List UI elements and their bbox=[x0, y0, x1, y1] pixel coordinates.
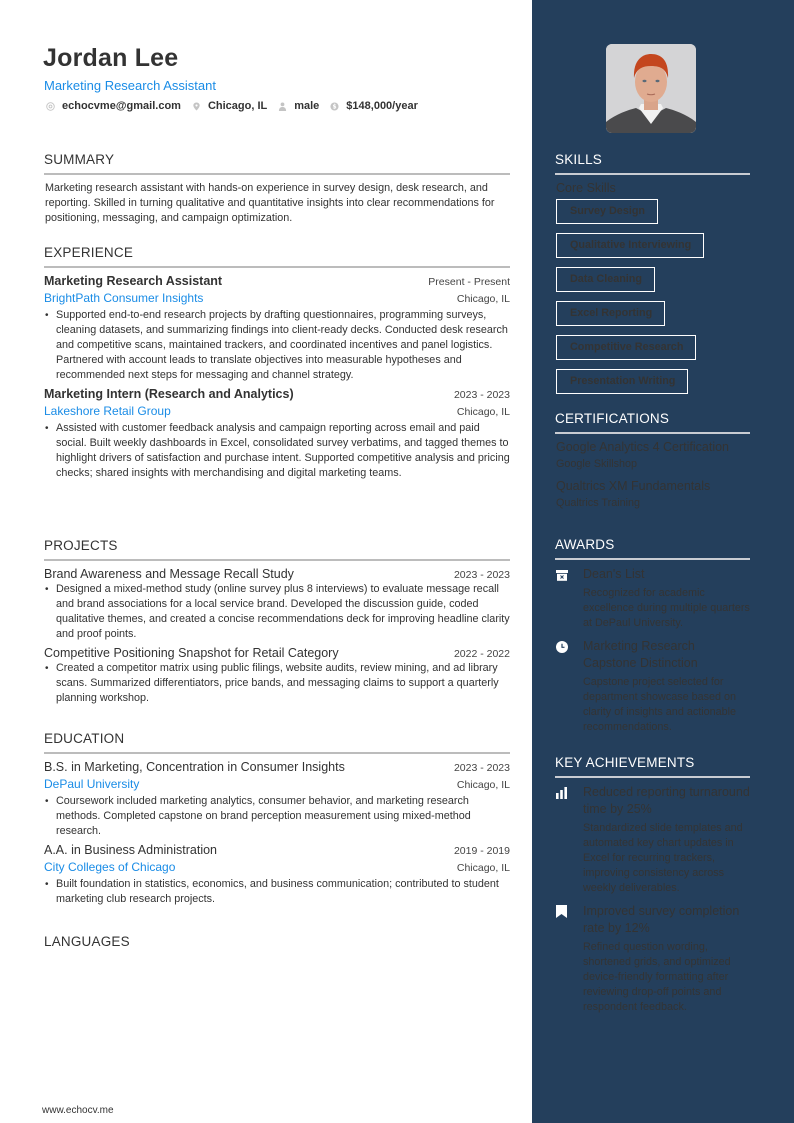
project-dates: 2022 - 2022 bbox=[453, 648, 510, 660]
portrait-image bbox=[606, 44, 696, 133]
salary-text: $148,000/year bbox=[346, 100, 418, 112]
achievement-item bbox=[555, 903, 750, 1015]
project-entry bbox=[44, 567, 510, 642]
project-bullet: • Created a competitor matrix using public filings, website audits, review mining, and ad library scans. Summarized differentiators, price bands, and messaging claims to support a quarterly planning workshop. bbox=[44, 661, 510, 706]
job-location: Chicago, IL bbox=[456, 406, 510, 418]
summary-text: Marketing research assistant with hands-on experience in survey design, desk research, and reporting. Skilled in turning qualitative and quantitative insights into clear recommendations for positioning, messaging, and campaign optimization. bbox=[45, 182, 495, 224]
job-dates: 2023 - 2023 bbox=[453, 389, 510, 401]
awards-heading: AWARDS bbox=[555, 537, 750, 560]
summary-heading: SUMMARY bbox=[44, 152, 510, 175]
job-bullet: • Supported end-to-end research projects by drafting questionnaires, programming surveys, cleaning datasets, and summarizing findings into client-ready decks. Conducted desk research and competitive scans, maintained trackers, and coordinated incentives and panel logistics. Partnered with account leads to translate objectives into measurable hypotheses and recommended next steps for messaging and channel strategy. bbox=[44, 308, 510, 383]
award-title: Dean's List bbox=[583, 567, 645, 581]
education-entry bbox=[44, 843, 510, 907]
project-entry bbox=[44, 646, 510, 706]
candidate-name: Jordan Lee bbox=[43, 44, 179, 72]
education-section bbox=[44, 731, 510, 911]
salary-icon bbox=[330, 102, 339, 111]
bar-chart-icon bbox=[556, 787, 568, 799]
award-description: Recognized for academic excellence during multiple quarters at DePaul University. bbox=[583, 587, 750, 629]
award-description: Capstone project selected for department showcase based on clarity of insights and actionable recommendations. bbox=[583, 676, 737, 733]
skill-chip: Presentation Writing bbox=[556, 369, 688, 394]
contact-email[interactable] bbox=[46, 100, 181, 112]
job-dates: Present - Present bbox=[428, 276, 510, 288]
languages-heading: LANGUAGES bbox=[44, 934, 130, 949]
award-item bbox=[555, 566, 750, 631]
location-pin-icon bbox=[192, 102, 201, 111]
skills-heading: SKILLS bbox=[555, 152, 750, 175]
skill-chip: Competitive Research bbox=[556, 335, 696, 360]
education-dates: 2019 - 2019 bbox=[453, 845, 510, 857]
education-heading: EDUCATION bbox=[44, 731, 510, 754]
candidate-title: Marketing Research Assistant bbox=[44, 78, 216, 93]
svg-text:$: $ bbox=[332, 104, 337, 111]
skills-section bbox=[555, 152, 750, 403]
award-title: Marketing Research Capstone Distinction bbox=[583, 639, 698, 670]
skill-chip: Excel Reporting bbox=[556, 301, 665, 326]
job-location: Chicago, IL bbox=[456, 293, 510, 305]
location-text: Chicago, IL bbox=[207, 100, 268, 112]
at-icon bbox=[46, 102, 55, 111]
company-name[interactable]: Lakeshore Retail Group bbox=[44, 404, 171, 418]
summary-section bbox=[44, 152, 510, 226]
email-text: echocvme@gmail.com bbox=[62, 100, 181, 112]
school-name[interactable]: City Colleges of Chicago bbox=[44, 860, 176, 874]
certification-issuer: Qualtrics Training bbox=[556, 497, 641, 509]
school-name[interactable]: DePaul University bbox=[44, 777, 140, 791]
certifications-heading: CERTIFICATIONS bbox=[555, 411, 750, 434]
profile-photo bbox=[606, 44, 696, 133]
education-bullet: • Built foundation in statistics, economics, and business communication; contributed to student marketing club research projects. bbox=[44, 877, 510, 907]
job-bullet: • Assisted with customer feedback analysis and campaign reporting across email and paid social. Built weekly dashboards in Excel, consolidated survey verbatims, and tagged themes to highlight drivers of satisfaction and purchase intent. Supported competitive analysis and pricing checks; shared insights with merchandising and digital marketing teams. bbox=[44, 421, 510, 481]
certifications-section bbox=[555, 411, 750, 518]
education-bullet: • Coursework included marketing analytics, consumer behavior, and marketing research methods. Completed capstone on brand perception measurement using mixed-method research. bbox=[44, 794, 510, 839]
school-location: Chicago, IL bbox=[456, 779, 510, 791]
project-name: Brand Awareness and Message Recall Study bbox=[44, 567, 294, 581]
skill-chip: Qualitative Interviewing bbox=[556, 233, 704, 258]
school-location: Chicago, IL bbox=[456, 862, 510, 874]
achievement-item bbox=[555, 784, 750, 896]
bookmark-icon bbox=[556, 905, 567, 918]
job-title: Marketing Intern (Research and Analytics) bbox=[44, 387, 294, 401]
footer-website[interactable]: www.echocv.me bbox=[42, 1105, 114, 1116]
contact-salary bbox=[330, 100, 418, 112]
company-name[interactable]: BrightPath Consumer Insights bbox=[44, 291, 204, 305]
awards-section bbox=[555, 537, 750, 742]
certification-name: Qualtrics XM Fundamentals bbox=[556, 479, 711, 493]
archive-box-icon bbox=[556, 570, 568, 581]
degree-name: A.A. in Business Administration bbox=[44, 843, 217, 857]
projects-heading: PROJECTS bbox=[44, 538, 510, 561]
experience-section bbox=[44, 245, 510, 485]
experience-entry bbox=[44, 387, 510, 481]
certification-issuer: Google Skillshop bbox=[556, 458, 638, 470]
skill-chip: Data Cleaning bbox=[556, 267, 655, 292]
projects-section bbox=[44, 538, 510, 710]
key-achievements-heading: KEY ACHIEVEMENTS bbox=[555, 755, 750, 778]
gender-text: male bbox=[294, 100, 320, 112]
clock-icon bbox=[556, 641, 568, 653]
achievement-description: Standardized slide templates and automated key chart updates in Excel for recurring trackers, improving consistency across weekly deliverables. bbox=[583, 822, 743, 894]
achievement-description: Refined question wording, shortened grids, and optimized device-friendly formatting after reviewing drop-off points and respondent feedback. bbox=[583, 941, 731, 1013]
achievement-title: Reduced reporting turnaround time by 25% bbox=[583, 785, 750, 816]
award-item bbox=[555, 638, 750, 735]
project-name: Competitive Positioning Snapshot for Retail Category bbox=[44, 646, 339, 660]
education-dates: 2023 - 2023 bbox=[453, 762, 510, 774]
contact-location bbox=[192, 100, 267, 112]
person-icon bbox=[278, 102, 287, 111]
skill-chip: Survey Design bbox=[556, 199, 658, 224]
certification-name: Google Analytics 4 Certification bbox=[556, 440, 730, 454]
languages-section bbox=[44, 934, 510, 949]
experience-entry bbox=[44, 274, 510, 383]
key-achievements-section bbox=[555, 755, 750, 1022]
experience-heading: EXPERIENCE bbox=[44, 245, 510, 268]
contact-bar bbox=[46, 100, 429, 112]
project-dates: 2023 - 2023 bbox=[453, 569, 510, 581]
education-entry bbox=[44, 760, 510, 839]
achievement-title: Improved survey completion rate by 12% bbox=[583, 904, 740, 935]
job-title: Marketing Research Assistant bbox=[44, 274, 223, 288]
skills-group-label: Core Skills bbox=[556, 181, 616, 195]
project-bullet: • Designed a mixed-method study (online survey plus 8 interviews) to evaluate message recall and brand associations for a local service brand. Developed the discussion guide, coded qualitative themes, and created a concise recommendations deck for improving headline clarity and proof points. bbox=[44, 582, 510, 642]
degree-name: B.S. in Marketing, Concentration in Consumer Insights bbox=[44, 760, 345, 774]
contact-gender bbox=[278, 100, 319, 112]
